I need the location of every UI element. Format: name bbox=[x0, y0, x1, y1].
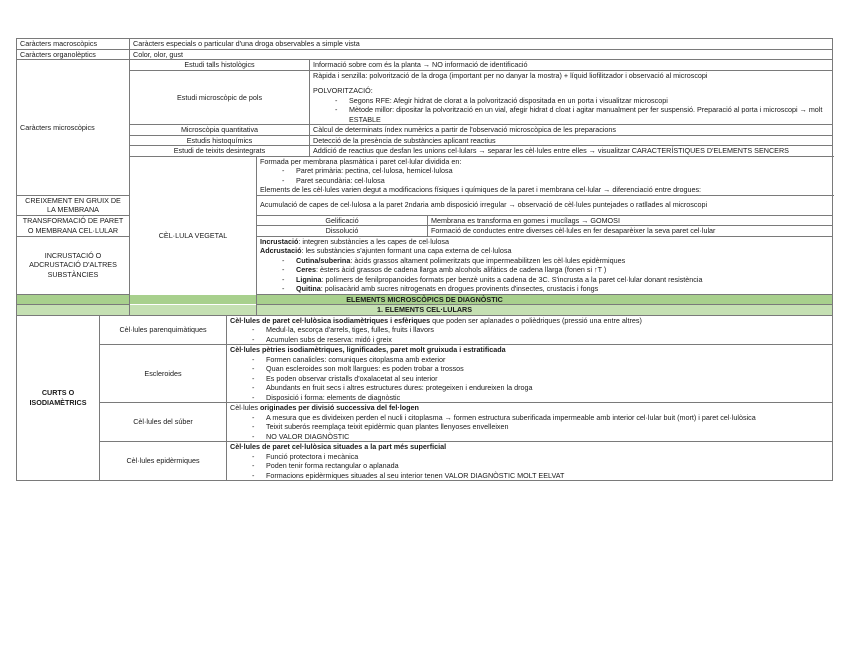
list-item bbox=[296, 284, 829, 294]
row-value: Acumulació de capes de cel·lulosa a la paret 2ndaria amb disposició irregular → observació de cèl·lules puntejades o ratllades al microscopi bbox=[257, 195, 833, 215]
term-definition: : èsters àcid grassos de cadena llarga amb alcohols alifàtics de cadena llarga (fonen si ↑T ) bbox=[315, 265, 607, 274]
list-item: - Poden tenir forma rectangular o aplanada bbox=[266, 461, 829, 471]
list-item: - A mesura que es divideixen perden el nucli i citoplasma → formen estructura suberificada impermeable amb interior cel·lular buit (mort) i paret cel·lulòsica bbox=[266, 413, 829, 423]
bullet-list bbox=[260, 256, 829, 294]
section-subheader: 1. ELEMENTS CEL·LULARS bbox=[17, 305, 833, 316]
row-label: Estudi microscòpic de pols bbox=[130, 70, 310, 125]
row-value bbox=[227, 345, 833, 403]
text-line bbox=[230, 403, 829, 413]
list-item: - Disposició i forma: elements de diagnòstic bbox=[266, 393, 829, 403]
table-row bbox=[17, 146, 833, 157]
row-title: originades per divisió successiva del fel·logen bbox=[259, 403, 419, 412]
text-line bbox=[230, 316, 829, 326]
term: Adcrustació bbox=[260, 246, 302, 255]
text-line: Ràpida i senzilla: polvorització de la droga (important per no danyar la mostra) + líquid liofilitzador i observació al microscopi bbox=[313, 70, 708, 80]
row-value bbox=[227, 315, 833, 345]
row-title: Cèl·lules pètries isodiamètriques, lignificades, paret molt gruixuda i estratificada bbox=[230, 345, 506, 354]
term-definition: : les substàncies s'ajunten formant una capa externa de cel·lulosa bbox=[301, 246, 512, 255]
list-item: - Formen canalicles: comuniques citoplasma amb exterior bbox=[266, 355, 829, 365]
row-label: CREIXEMENT EN GRUIX DE LA MEMBRANA bbox=[17, 195, 130, 215]
section-label: Caràcters microscòpics bbox=[17, 60, 130, 196]
row-label: Escleroides bbox=[100, 345, 227, 403]
list-item: - Medul·la, escorça d'arrels, tiges, fulles, fruits i llavors bbox=[266, 325, 829, 335]
table-row bbox=[17, 156, 833, 195]
row-value: Addició de reactius que desfan les unions cel·lulars → separar les cèl·lules entre elles → visualitzar CARACTERÍSTIQUES D'ELEMENTS SENCERS bbox=[310, 146, 833, 157]
row-label: INCRUSTACIÓ O ADCRUSTACIÓ D'ALTRES SUBSTÀNCIES bbox=[17, 236, 130, 294]
table-row bbox=[17, 60, 833, 71]
text-line bbox=[260, 237, 829, 247]
list-item: - Paret secundària: cel·lulosa bbox=[296, 176, 829, 186]
sub-label: Dissolució bbox=[257, 226, 428, 237]
table-row bbox=[17, 135, 833, 146]
table-row bbox=[17, 403, 833, 442]
list-item: - Segons RFE: Afegir hidrat de clorat a la polvorització dispositada en un porta i visualitzar microscopi bbox=[349, 96, 829, 106]
row-value: Detecció de la presència de substàncies aplicant reactius bbox=[310, 135, 833, 146]
list-item: - Formacions epidèrmiques situades al seu interior tenen VALOR DIAGNÒSTIC MOLT EELVAT bbox=[266, 471, 829, 481]
term: Quitina bbox=[296, 284, 321, 293]
row-title-pre: Cèl·lules bbox=[230, 403, 260, 412]
row-value: Color, olor, gust bbox=[130, 49, 833, 60]
list-item: - NO VALOR DIAGNÒSTIC bbox=[266, 432, 829, 442]
row-label: Caràcters organolèptics bbox=[17, 49, 130, 60]
bullet-list bbox=[230, 452, 829, 481]
list-item: - Funció protectora i mecànica bbox=[266, 452, 829, 462]
row-label: Cèl·lules del súber bbox=[100, 403, 227, 442]
row-value bbox=[227, 403, 833, 442]
bullet-list bbox=[313, 96, 829, 125]
list-item: - Es poden observar cristalls d'oxalacetat al seu interior bbox=[266, 374, 829, 384]
row-label: Estudi de teixits desintegrats bbox=[130, 146, 310, 157]
bullet-list bbox=[230, 325, 829, 344]
list-item: - Quan escleroides son molt llargues: es poden trobar a trossos bbox=[266, 364, 829, 374]
row-value: Membrana es transforma en gomes i mucílags → GOMOSI bbox=[428, 215, 833, 226]
text-line: Elements de les cèl·lules varien degut a modificacions físiques i químiques de la paret i membrana cel·lular → diferenciació entre drogues: bbox=[260, 185, 702, 194]
row-label: Estudis histoquímics bbox=[130, 135, 310, 146]
document-page bbox=[16, 38, 832, 481]
list-item: - Mètode millor: dipositar la polvorització en un vial, afegir hidrat d cloat i agitar manualment per fer suspensió. Preparació al porta i microscopi → molt ESTABLE bbox=[349, 105, 829, 124]
term-definition: : àcids grassos altament polimeritzats que impermeabilitzen les cèl·lules epidèrmiques bbox=[350, 255, 626, 265]
section-header: ELEMENTS MICROSCÒPICS DE DIAGNÒSTIC bbox=[17, 294, 833, 305]
text-line bbox=[230, 345, 829, 355]
row-value: Informació sobre com és la planta → NO informació de identificació bbox=[310, 60, 833, 71]
row-value bbox=[310, 70, 833, 125]
row-label: Cèl·lules epidèrmiques bbox=[100, 442, 227, 481]
row-label: Microscòpia quantitativa bbox=[130, 125, 310, 136]
bullet-list bbox=[230, 355, 829, 403]
list-item: - Abundants en fruit secs i altres estructures dures: protegeixen i endureixen la droga bbox=[266, 383, 829, 393]
characters-table bbox=[16, 38, 833, 481]
list-item bbox=[296, 265, 829, 275]
row-label: TRANSFORMACIÓ DE PARET O MEMBRANA CEL·LULAR bbox=[17, 215, 130, 236]
table-row bbox=[17, 39, 833, 50]
row-label: Cèl·lules parenquimàtiques bbox=[100, 315, 227, 345]
row-label: Estudi talls histològics bbox=[130, 60, 310, 71]
intro-cell bbox=[257, 156, 833, 195]
row-value: Formació de conductes entre diverses cèl·lules en fer desaparèixer la seva paret cel·lular bbox=[428, 226, 833, 237]
row-value bbox=[257, 236, 833, 294]
section-label: CÈL·LULA VEGETAL bbox=[130, 156, 257, 315]
table-row bbox=[17, 315, 833, 345]
table-row bbox=[17, 49, 833, 60]
table-row bbox=[17, 442, 833, 481]
bullet-list bbox=[260, 166, 829, 185]
list-item bbox=[296, 275, 829, 285]
text-line bbox=[230, 442, 829, 452]
sub-label: Gelificació bbox=[257, 215, 428, 226]
table-row bbox=[17, 294, 833, 305]
list-item bbox=[296, 256, 829, 266]
table-row bbox=[17, 70, 833, 125]
table-row bbox=[17, 125, 833, 136]
row-value: Caràcters especials o particular d'una droga observables a simple vista bbox=[130, 39, 833, 50]
text-line: POLVORITZACIÓ: bbox=[313, 86, 373, 95]
row-value: Càlcul de determinats índex numèrics a partir de l'observació microscòpica de les preparacions bbox=[310, 125, 833, 136]
term: Lignina bbox=[296, 274, 322, 284]
list-item: - Teixit suberós reemplaça teixit epidèrmic quan plantes llenyoses envelleixen bbox=[266, 422, 829, 432]
row-label: Caràcters macroscòpics bbox=[17, 39, 130, 50]
text-line bbox=[260, 246, 829, 256]
term-definition: : polímers de fenilpropanoides formats per benzè units a cadena de 3C. S'incrusta a la paret cel·lular donant resistència bbox=[321, 274, 703, 284]
row-title-rest: que poden ser aplanades o polièdriques (pressió una entre altres) bbox=[430, 315, 642, 325]
row-title: Cèl·lules de paret cel·lulòsica situades a la part més superficial bbox=[230, 442, 447, 451]
term-definition: : integren substàncies a les capes de cel·lulosa bbox=[298, 236, 449, 246]
list-item: - Acumulen subs de reserva: midó i greix bbox=[266, 335, 829, 345]
list-item: - Paret primària: pectina, cel·lulosa, hemicel·lulosa bbox=[296, 166, 829, 176]
row-value bbox=[227, 442, 833, 481]
group-label: CURTS O ISODIAMÈTRICS bbox=[17, 315, 100, 481]
row-title: Cèl·lules de paret cel·lulòsica isodiamètriques i esfèriques bbox=[230, 315, 431, 325]
term-definition: : polisacàrid amb sucres nitrogenats en drogues provinents d'insectes, crustacis i fongs bbox=[320, 284, 599, 293]
term: Cutina/suberina bbox=[296, 255, 351, 265]
term: Incrustació bbox=[260, 236, 299, 246]
table-row bbox=[17, 345, 833, 403]
bullet-list bbox=[230, 413, 829, 442]
term: Ceres bbox=[296, 265, 316, 274]
table-row bbox=[17, 305, 833, 316]
text-line: Formada per membrana plasmàtica i paret cel·lular dividida en: bbox=[260, 156, 462, 166]
